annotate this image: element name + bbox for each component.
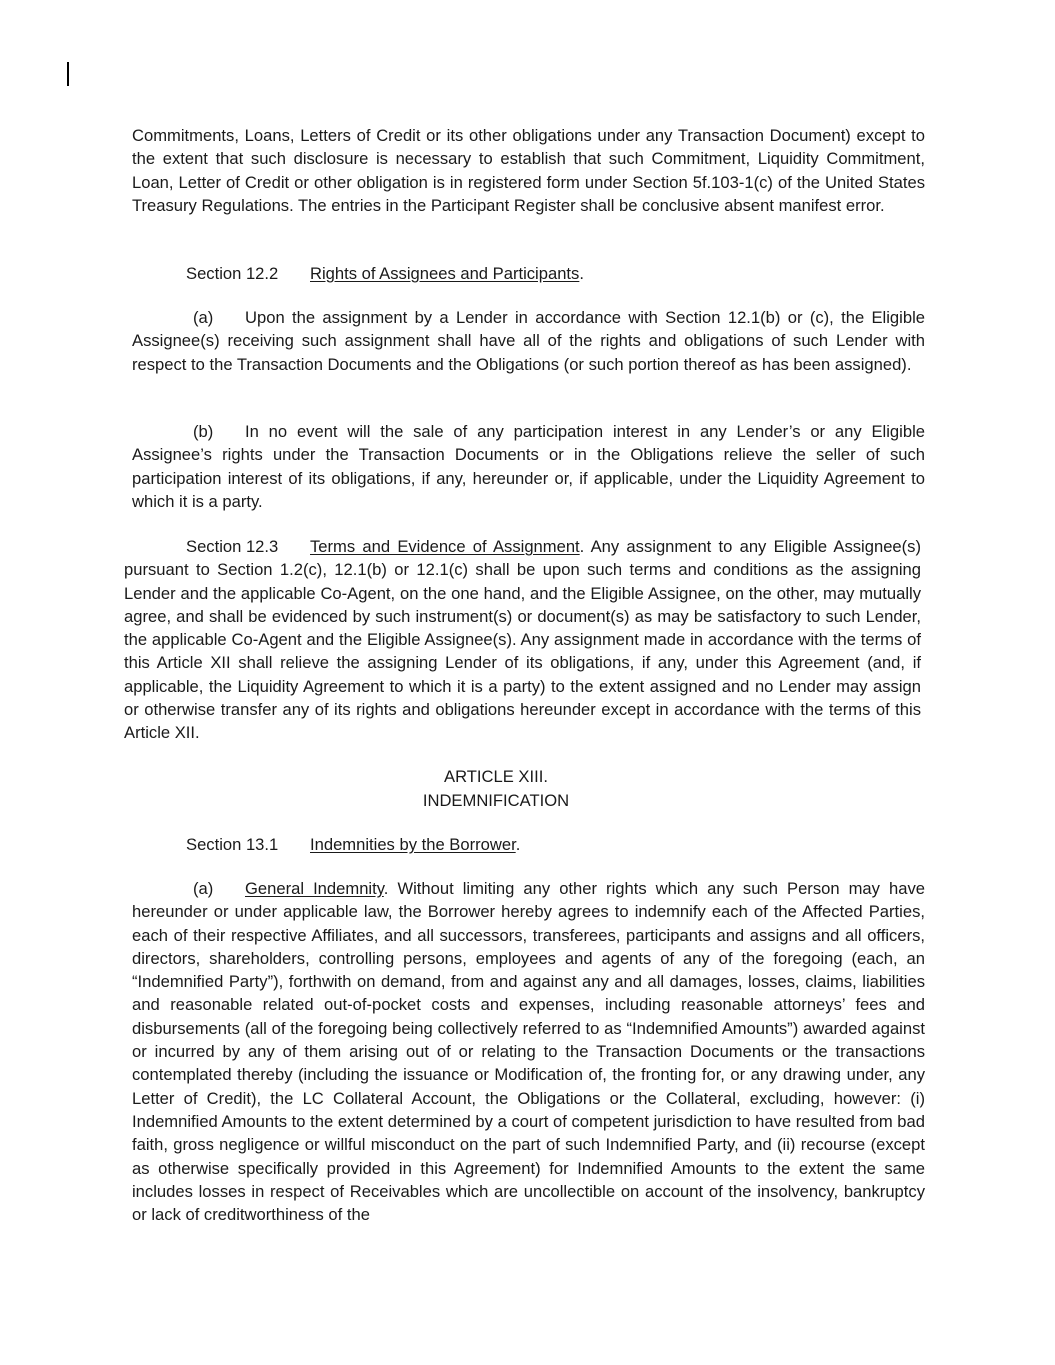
section-text: Any assignment to any Eligible Assignee(s) pursuant to Section 1.2(c), 12.1(b) or 12.1(c) shall be upon such terms and conditions as the assigning Lender and the applicable Co-Agent, on the one hand, and the Eligible Assignee, on the other, may mutually agree, and shall be evidenced by such instrument(s) or document(s) as may be satisfactory to such Lender, the applicable Co-Agent and the Eligible Assignee(s). Any assignment made in accordance with the terms of this Article XII shall relieve the assigning Lender of its obligations, if any, under this Agreement (and, if applicable, the Liquidity Agreement to which it is a party) to the extent assigned and no Lender may assign or otherwise transfer any of its rights and obligations hereunder except in accordance with the terms of this Article XII. <box>124 537 922 743</box>
section-12-2-a-paragraph <box>132 306 925 376</box>
section-13-1-a-paragraph: (a) General Indemnity. Without limiting any other rights which any such Person may have hereunder or under applicable law, the Borrower hereby agrees to indemnify each of the Affected Parties, each of their respective Affiliates, and all successors, transferees, participants and assigns and all officers, directors, shareholders, controlling persons, employees and agents of any of the foregoing (each, an “Indemnified Party”), forthwith on demand, from and against any and all damages, losses, claims, liabilities and reasonable related out-of-pocket costs and expenses, including reasonable attorneys’ fees and disbursements (all of the foregoing being collectively referred to as “Indemnified Amounts”) awarded against or incurred by any of them arising out of or relating to the Transaction Documents or the transactions contemplated thereby (including the issuance or Modification of, the fronting for, or any drawing under, any Letter of Credit), the LC Collateral Account, the Obligations or the Collateral, excluding, however: (i) Indemnified Amounts to the extent determined by a court of competent jurisdiction to have resulted from bad faith, gross negligence or willful misconduct on the part of such Indemnified Party, and (ii) recourse (except as otherwise specifically provided in this Agreement) for Indemnified Amounts to the extent the same includes losses in respect of Receivables which are uncollectible on account of the insolvency, bankruptcy or lack of creditworthiness of the <box>132 879 925 1225</box>
section-title: Terms and Evidence of Assignment <box>310 537 580 556</box>
section-number: Section 12.2 <box>186 264 279 283</box>
subsection-label: (a) <box>193 308 214 327</box>
section-number: Section 12.3 <box>186 537 279 556</box>
article-title: INDEMNIFICATION <box>422 791 570 810</box>
subsection-label: (b) <box>193 422 214 441</box>
continuation-paragraph: Commitments, Loans, Letters of Credit or its other obligations under any Transaction Document) except to the extent that such disclosure is necessary to establish that such Commitment, Liquidity Commitment, Loan, Letter of Credit or other obligation is in registered form under Section 5f.103-1(c) of the United States Treasury Regulations. The entries in the Participant Register shall be conclusive absent manifest error. <box>132 126 925 215</box>
section-12-2-heading: Section 12.2 Rights of Assignees and Participants. <box>186 262 584 285</box>
subsection-text: Upon the assignment by a Lender in accordance with Section 12.1(b) or (c), the Eligible Assignee(s) receiving such assignment shall have all of the rights and obligations of such Lender with respect to the Transaction Documents and the Obligations (or such portion thereof as has been assigned). <box>132 308 925 374</box>
subsection-label: (a) <box>193 879 214 898</box>
subsection-text: Without limiting any other rights which any such Person may have hereunder or under applicable law, the Borrower hereby agrees to indemnify each of the Affected Parties, each of their respective Affiliates, and all successors, transferees, participants and assigns and all officers, directors, shareholders, controlling persons, employees and agents of any of the foregoing (each, an “Indemnified Party”), forthwith on demand, from and against any and all damages, losses, claims, liabilities and reasonable related out-of-pocket costs and expenses, including reasonable attorneys’ fees and disbursements (all of the foregoing being collectively referred to as “Indemnified Amounts”) awarded against or incurred by any of them arising out of or relating to the Transaction Documents or the transactions contemplated thereby (including the issuance or Modification of, the fronting for, or any drawing under, any Letter of Credit), the LC Collateral Account, the Obligations or the Collateral, excluding, however: (i) Indemnified Amounts to the extent determined by a court of competent jurisdiction to have resulted from bad faith, gross negligence or willful misconduct on the part of such Indemnified Party, and (ii) recourse (except as otherwise specifically provided in this Agreement) for Indemnified Amounts to the extent the same includes losses in respect of Receivables which are uncollectible on account of the insolvency, bankruptcy or lack of creditworthiness of the <box>132 879 925 1225</box>
section-title: Rights of Assignees and Participants <box>310 264 580 283</box>
text-cursor <box>67 62 69 86</box>
article-number: ARTICLE XIII. <box>444 767 548 786</box>
section-12-3-paragraph: Section 12.3 Terms and Evidence of Assignment. Any assignment to any Eligible Assignee(s) pursuant to Section 1.2(c), 12.1(b) or 12.1(c) shall be upon such terms and conditions as the assigning Lender and the applicable Co-Agent, on the one hand, and the Eligible Assignee, on the other, may mutually agree, and shall be evidenced by such instrument(s) or document(s) as may be satisfactory to such Lender, the applicable Co-Agent and the Eligible Assignee(s). Any assignment made in accordance with the terms of this Article XII shall relieve the assigning Lender of its obligations, if any, under this Agreement (and, if applicable, the Liquidity Agreement to which it is a party) to the extent assigned and no Lender may assign or otherwise transfer any of its rights and obligations hereunder except in accordance with the terms of this Article XII. <box>124 537 922 743</box>
subsection-title: General Indemnity <box>245 879 384 898</box>
section-number: Section 13.1 <box>186 835 279 854</box>
section-13-1-heading: Section 13.1 Indemnities by the Borrower. <box>186 833 520 856</box>
section-title: Indemnities by the Borrower <box>310 835 516 854</box>
section-12-2-b-paragraph <box>132 420 925 513</box>
subsection-text: In no event will the sale of any participation interest in any Lender’s or any Eligible Assignee’s rights under the Transaction Documents or in the Obligations relieve the seller of such participation interest of its obligations, if any, hereunder or, if applicable, under the Liquidity Agreement to which it is a party. <box>132 422 925 511</box>
